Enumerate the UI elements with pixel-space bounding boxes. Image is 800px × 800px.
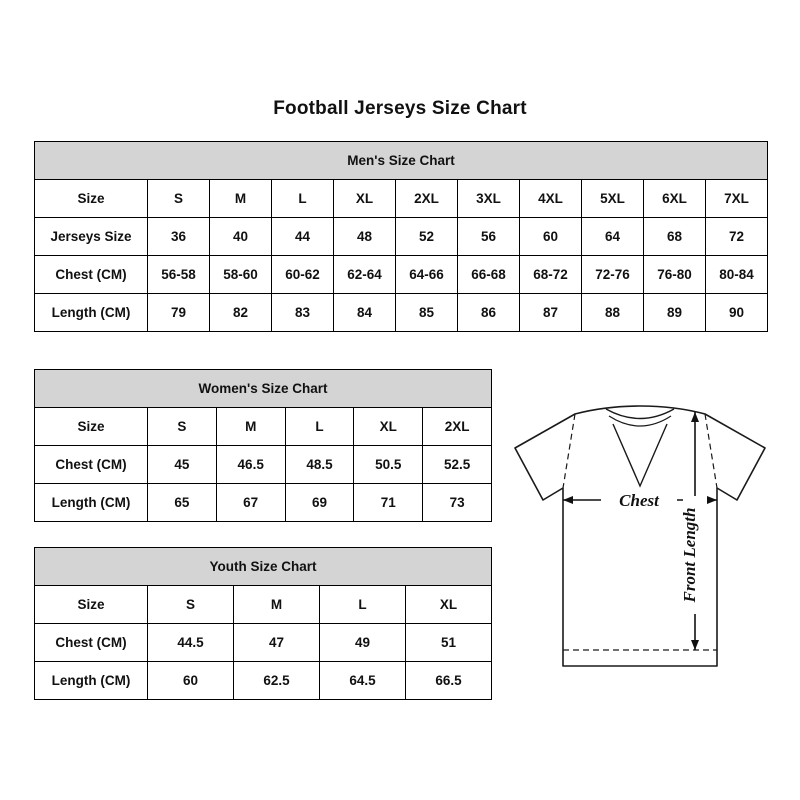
table-cell: 62.5	[234, 662, 320, 700]
table-cell: 48.5	[285, 446, 354, 484]
table-cell: M	[216, 408, 285, 446]
table-cell: 7XL	[706, 180, 768, 218]
table-cell: 83	[272, 294, 334, 332]
table-cell: 40	[210, 218, 272, 256]
table-row	[35, 218, 768, 256]
table-cell: 62-64	[334, 256, 396, 294]
table-cell: 2XL	[423, 408, 492, 446]
page-title: Football Jerseys Size Chart	[273, 98, 527, 119]
womens-table-title: Women's Size Chart	[35, 370, 492, 408]
youth-table-title: Youth Size Chart	[35, 548, 492, 586]
mens-size-chart-table	[34, 141, 768, 332]
table-row	[35, 256, 768, 294]
table-cell: 48	[334, 218, 396, 256]
row-label: Chest (CM)	[35, 624, 148, 662]
table-cell: 36	[148, 218, 210, 256]
table-cell: 65	[148, 484, 217, 522]
womens-size-chart-table	[34, 369, 492, 522]
youth-size-chart-container	[34, 547, 491, 700]
table-cell: 69	[285, 484, 354, 522]
row-label: Length (CM)	[35, 294, 148, 332]
table-cell: 50.5	[354, 446, 423, 484]
row-label: Length (CM)	[35, 484, 148, 522]
table-cell: 67	[216, 484, 285, 522]
table-cell: 51	[406, 624, 492, 662]
table-cell: 68	[644, 218, 706, 256]
row-label: Size	[35, 586, 148, 624]
table-row	[35, 408, 492, 446]
table-cell: S	[148, 180, 210, 218]
table-cell: 58-60	[210, 256, 272, 294]
table-cell: M	[210, 180, 272, 218]
table-cell: 82	[210, 294, 272, 332]
table-cell: XL	[354, 408, 423, 446]
table-cell: 84	[334, 294, 396, 332]
table-cell: 76-80	[644, 256, 706, 294]
table-cell: 73	[423, 484, 492, 522]
table-cell: 3XL	[458, 180, 520, 218]
tshirt-measurement-diagram	[505, 400, 775, 700]
table-cell: 79	[148, 294, 210, 332]
table-cell: 46.5	[216, 446, 285, 484]
table-cell: 64.5	[320, 662, 406, 700]
table-row	[35, 446, 492, 484]
table-cell: 90	[706, 294, 768, 332]
chest-label: Chest	[619, 491, 659, 510]
table-cell: 88	[582, 294, 644, 332]
table-cell: 60	[520, 218, 582, 256]
table-cell: 60-62	[272, 256, 334, 294]
table-cell: 5XL	[582, 180, 644, 218]
table-cell: L	[320, 586, 406, 624]
table-cell: 66-68	[458, 256, 520, 294]
row-label: Size	[35, 408, 148, 446]
table-cell: 86	[458, 294, 520, 332]
table-row	[35, 586, 492, 624]
table-cell: 4XL	[520, 180, 582, 218]
table-cell: 87	[520, 294, 582, 332]
table-row	[35, 662, 492, 700]
table-cell: 2XL	[396, 180, 458, 218]
mens-table-title: Men's Size Chart	[35, 142, 768, 180]
womens-size-chart-container	[34, 369, 491, 522]
table-cell: L	[285, 408, 354, 446]
table-header-row	[35, 370, 492, 408]
table-cell: XL	[406, 586, 492, 624]
table-cell: 49	[320, 624, 406, 662]
table-cell: 52	[396, 218, 458, 256]
table-row	[35, 624, 492, 662]
table-cell: 71	[354, 484, 423, 522]
table-header-row	[35, 142, 768, 180]
table-row	[35, 294, 768, 332]
table-cell: 64-66	[396, 256, 458, 294]
table-cell: 72-76	[582, 256, 644, 294]
table-cell: 72	[706, 218, 768, 256]
table-cell: 45	[148, 446, 217, 484]
table-cell: 6XL	[644, 180, 706, 218]
table-cell: 56	[458, 218, 520, 256]
front-length-label: Front Length	[680, 507, 699, 603]
table-cell: 52.5	[423, 446, 492, 484]
mens-size-chart-container	[34, 141, 767, 332]
table-cell: M	[234, 586, 320, 624]
table-cell: 68-72	[520, 256, 582, 294]
table-cell: L	[272, 180, 334, 218]
row-label: Size	[35, 180, 148, 218]
table-cell: 47	[234, 624, 320, 662]
table-cell: 89	[644, 294, 706, 332]
table-cell: 80-84	[706, 256, 768, 294]
table-row	[35, 484, 492, 522]
row-label: Chest (CM)	[35, 256, 148, 294]
table-cell: S	[148, 408, 217, 446]
row-label: Length (CM)	[35, 662, 148, 700]
table-row	[35, 180, 768, 218]
table-cell: XL	[334, 180, 396, 218]
table-cell: 66.5	[406, 662, 492, 700]
row-label: Chest (CM)	[35, 446, 148, 484]
shirt-outline	[515, 406, 765, 666]
row-label: Jerseys Size	[35, 218, 148, 256]
table-cell: 85	[396, 294, 458, 332]
table-cell: 44	[272, 218, 334, 256]
table-header-row	[35, 548, 492, 586]
youth-size-chart-table	[34, 547, 492, 700]
table-cell: 60	[148, 662, 234, 700]
table-cell: 56-58	[148, 256, 210, 294]
table-cell: 44.5	[148, 624, 234, 662]
table-cell: S	[148, 586, 234, 624]
table-cell: 64	[582, 218, 644, 256]
